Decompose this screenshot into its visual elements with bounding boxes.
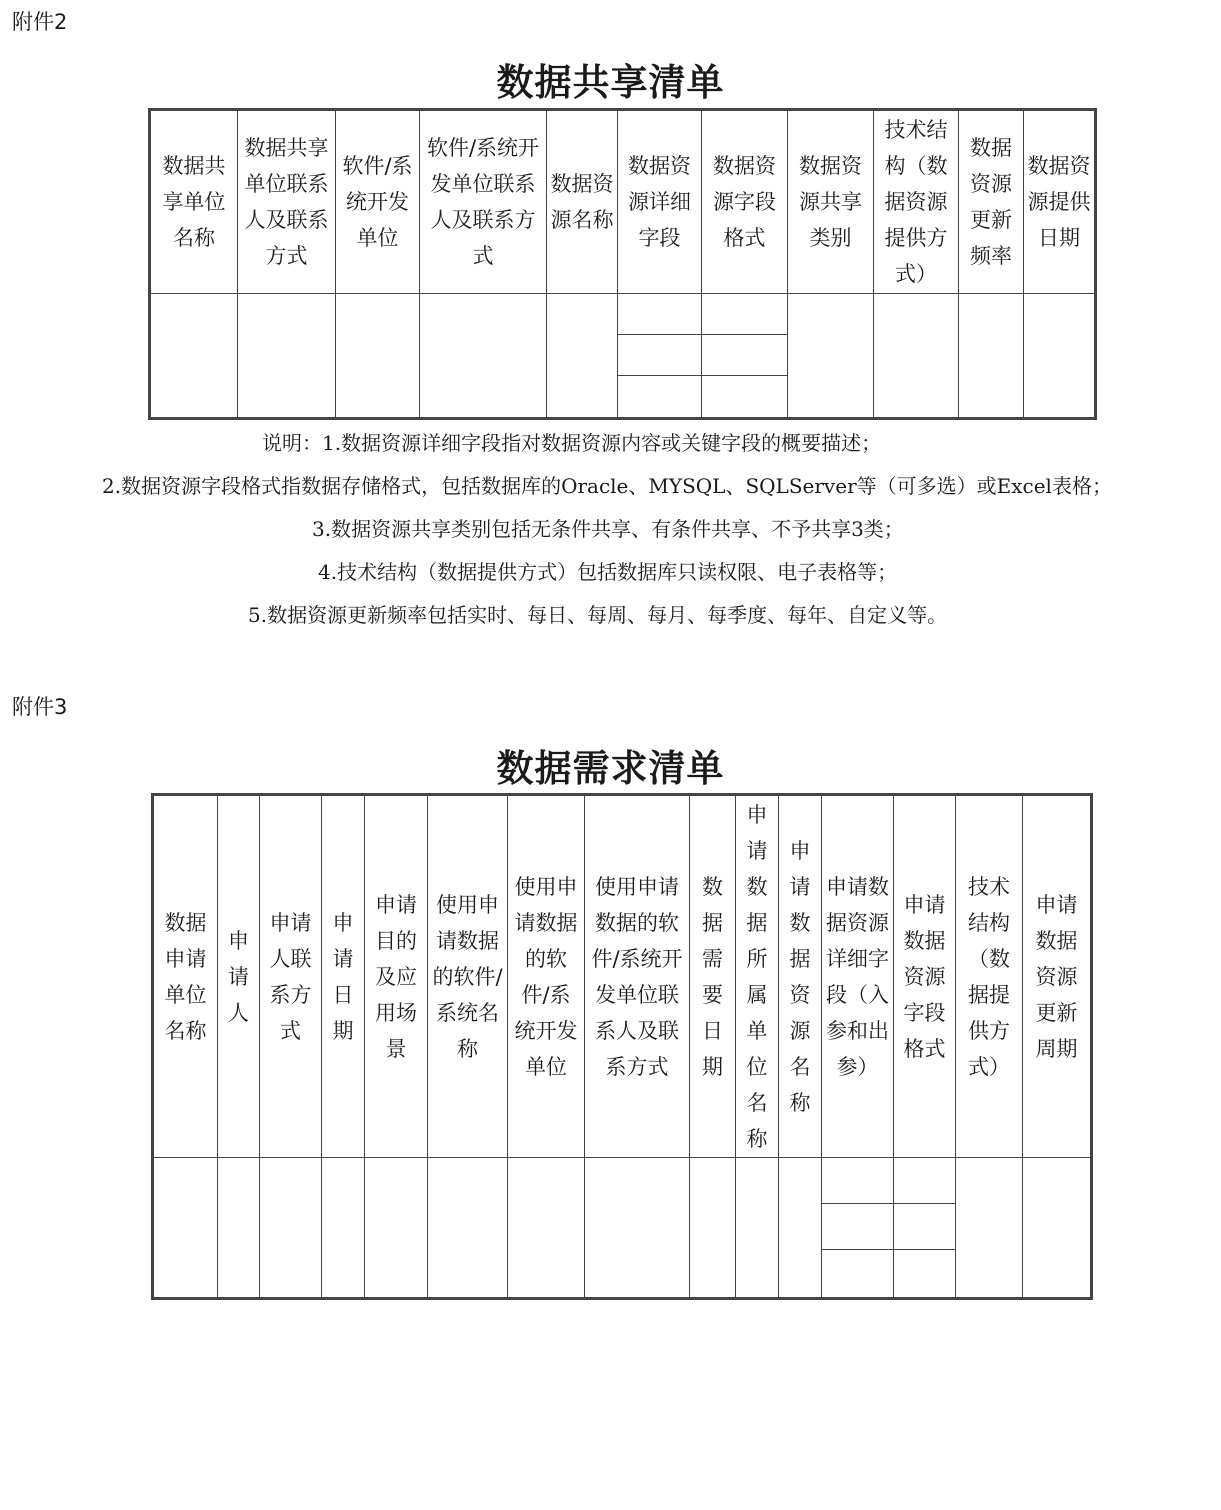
header-cell: 使用申请数据的软件/系统名称: [428, 795, 508, 1158]
data-cell[interactable]: [218, 1158, 260, 1299]
data-cell[interactable]: [874, 294, 959, 419]
header-cell: 申请日期: [322, 795, 365, 1158]
header-cell: 软件/系统开发单位联系人及联系方式: [420, 110, 547, 294]
note-line: 4.技术结构（数据提供方式）包括数据库只读权限、电子表格等；: [318, 560, 898, 584]
attachment2-title: 数据共享清单: [496, 61, 725, 104]
header-cell: 数据资源提供日期: [1024, 110, 1096, 294]
data-cell[interactable]: [420, 294, 547, 419]
data-subcell[interactable]: [822, 1250, 893, 1297]
data-cell[interactable]: [150, 294, 238, 419]
data-cell[interactable]: [788, 294, 874, 419]
data-cell[interactable]: [736, 1158, 779, 1299]
data-subcell[interactable]: [618, 335, 701, 376]
data-cell[interactable]: [153, 1158, 218, 1299]
data-cell[interactable]: [547, 294, 618, 419]
data-subcell[interactable]: [894, 1250, 955, 1297]
header-cell: 技术结构（数据提供方式）: [956, 795, 1023, 1158]
data-subcell[interactable]: [702, 294, 787, 335]
header-cell: 数据共享单位联系人及联系方式: [238, 110, 336, 294]
data-cell[interactable]: [1024, 294, 1096, 419]
data-subcell[interactable]: [894, 1204, 955, 1250]
data-subcell[interactable]: [702, 335, 787, 376]
header-cell: 数据申请单位名称: [153, 795, 218, 1158]
data-cell[interactable]: [260, 1158, 322, 1299]
header-cell: 数据资源名称: [547, 110, 618, 294]
data-cell[interactable]: [365, 1158, 428, 1299]
header-cell: 数据资源详细字段: [618, 110, 702, 294]
header-cell: 数据资源共享类别: [788, 110, 874, 294]
header-cell: 申请数据所属单位名称: [736, 795, 779, 1158]
data-cell[interactable]: [508, 1158, 585, 1299]
split-cell: [618, 294, 702, 419]
attachment3-title: 数据需求清单: [496, 747, 725, 790]
data-cell[interactable]: [322, 1158, 365, 1299]
table-row: [150, 294, 1096, 419]
header-cell: 申请数据资源名称: [779, 795, 822, 1158]
header-cell: 申请数据资源字段格式: [894, 795, 956, 1158]
data-request-table: [151, 793, 1093, 1300]
data-cell[interactable]: [959, 294, 1024, 419]
note-line: 2.数据资源字段格式指数据存储格式，包括数据库的Oracle、MYSQL、SQLServer等（可多选）或Excel表格；: [102, 474, 1112, 498]
data-cell[interactable]: [1023, 1158, 1092, 1299]
header-cell: 数据需要日期: [690, 795, 736, 1158]
data-subcell[interactable]: [894, 1158, 955, 1204]
header-cell: 数据共享单位名称: [150, 110, 238, 294]
note-line: 3.数据资源共享类别包括无条件共享、有条件共享、不予共享3类；: [312, 517, 904, 541]
header-cell: 申请目的及应用场景: [365, 795, 428, 1158]
data-cell[interactable]: [238, 294, 336, 419]
data-subcell[interactable]: [702, 376, 787, 417]
attachment3-label: 附件3: [12, 695, 68, 719]
split-cell: [894, 1158, 956, 1299]
data-subcell[interactable]: [618, 376, 701, 417]
data-subcell[interactable]: [618, 294, 701, 335]
header-cell: 使用申请数据的软件/系统开发单位: [508, 795, 585, 1158]
header-cell: 申请人: [218, 795, 260, 1158]
table-row: [153, 1158, 1092, 1299]
header-cell: 申请数据资源详细字段（入参和出参）: [822, 795, 894, 1158]
header-cell: 数据资源更新频率: [959, 110, 1024, 294]
note-line: 说明：1.数据资源详细字段指对数据资源内容或关键字段的概要描述；: [262, 431, 882, 455]
data-cell[interactable]: [779, 1158, 822, 1299]
header-cell: 申请数据资源更新周期: [1023, 795, 1092, 1158]
data-subcell[interactable]: [822, 1204, 893, 1250]
header-cell: 技术结构（数据资源提供方式）: [874, 110, 959, 294]
header-cell: 数据资源字段格式: [702, 110, 788, 294]
split-cell: [822, 1158, 894, 1299]
data-cell[interactable]: [585, 1158, 690, 1299]
header-cell: 申请人联系方式: [260, 795, 322, 1158]
data-cell[interactable]: [690, 1158, 736, 1299]
attachment2-label: 附件2: [12, 10, 68, 34]
note-line: 5.数据资源更新频率包括实时、每日、每周、每月、每季度、每年、自定义等。: [248, 603, 948, 627]
data-cell[interactable]: [428, 1158, 508, 1299]
data-sharing-table: [148, 108, 1097, 420]
header-cell: 软件/系统开发单位: [336, 110, 420, 294]
data-cell[interactable]: [956, 1158, 1023, 1299]
split-cell: [702, 294, 788, 419]
data-cell[interactable]: [336, 294, 420, 419]
data-subcell[interactable]: [822, 1158, 893, 1204]
header-cell: 使用申请数据的软件/系统开发单位联系人及联系方式: [585, 795, 690, 1158]
